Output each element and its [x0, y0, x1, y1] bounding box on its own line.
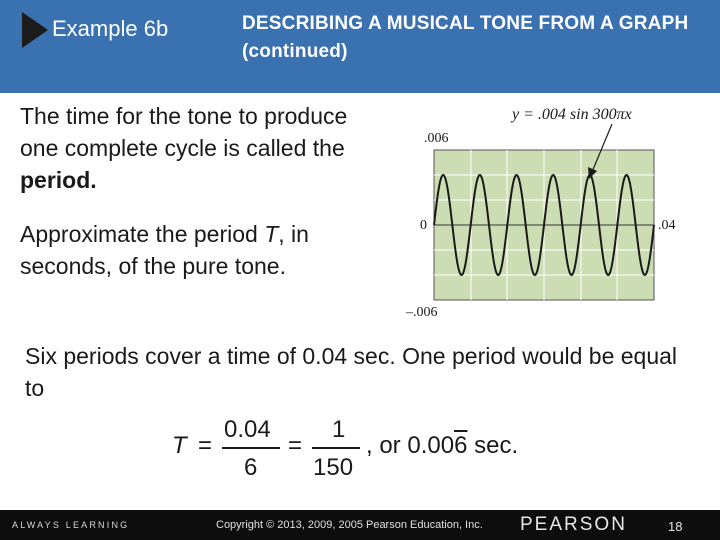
footer-copyright: Copyright © 2013, 2009, 2005 Pearson Education, Inc.	[216, 519, 483, 531]
footer-tagline: ALWAYS LEARNING	[12, 520, 130, 530]
formula-equals-1: =	[198, 432, 213, 459]
title-bar	[0, 0, 720, 93]
example-label: Example 6b	[52, 16, 169, 41]
period-definition-text: The time for the tone to produce one complete cycle is called the	[20, 103, 348, 161]
page-number: 18	[668, 519, 683, 534]
fraction1-denominator: 6	[244, 454, 258, 481]
x-max-label: .04	[658, 218, 676, 233]
y-max-label: .006	[424, 131, 449, 146]
origin-label: 0	[420, 218, 427, 233]
period-definition	[20, 100, 390, 196]
question-before: Approximate the period	[20, 221, 265, 247]
fraction2-denominator: 150	[313, 454, 354, 481]
fraction2-numerator: 1	[332, 416, 346, 443]
question-text	[20, 218, 390, 282]
play-arrow-icon	[22, 12, 48, 48]
period-term: period.	[20, 167, 97, 193]
footer-bar	[0, 510, 720, 540]
graph-equation: y = .004 sin 300πx	[512, 106, 632, 123]
explanation-text: Six periods cover a time of 0.04 sec. One period would be equal to	[25, 343, 678, 401]
formula-equals-2: =	[288, 432, 303, 459]
question-after: , in seconds, of the pure tone.	[20, 221, 309, 279]
y-min-label: –.006	[406, 305, 438, 320]
sine-graph	[400, 100, 690, 325]
question-variable: T	[264, 221, 279, 247]
fraction1-numerator: 0.04	[224, 416, 271, 443]
formula-lhs: T	[172, 432, 187, 459]
formula-unit: sec.	[467, 432, 519, 459]
formula-alternative	[366, 432, 518, 460]
fraction2-bar	[312, 447, 360, 449]
fraction1-bar	[222, 447, 280, 449]
slide-title: DESCRIBING A MUSICAL TONE FROM A GRAPH (continued)	[242, 13, 689, 62]
pearson-logo: PEARSON	[520, 514, 627, 535]
repeating-digit: 6	[454, 432, 468, 459]
formula-alt-text: , or 0.00	[366, 432, 455, 459]
